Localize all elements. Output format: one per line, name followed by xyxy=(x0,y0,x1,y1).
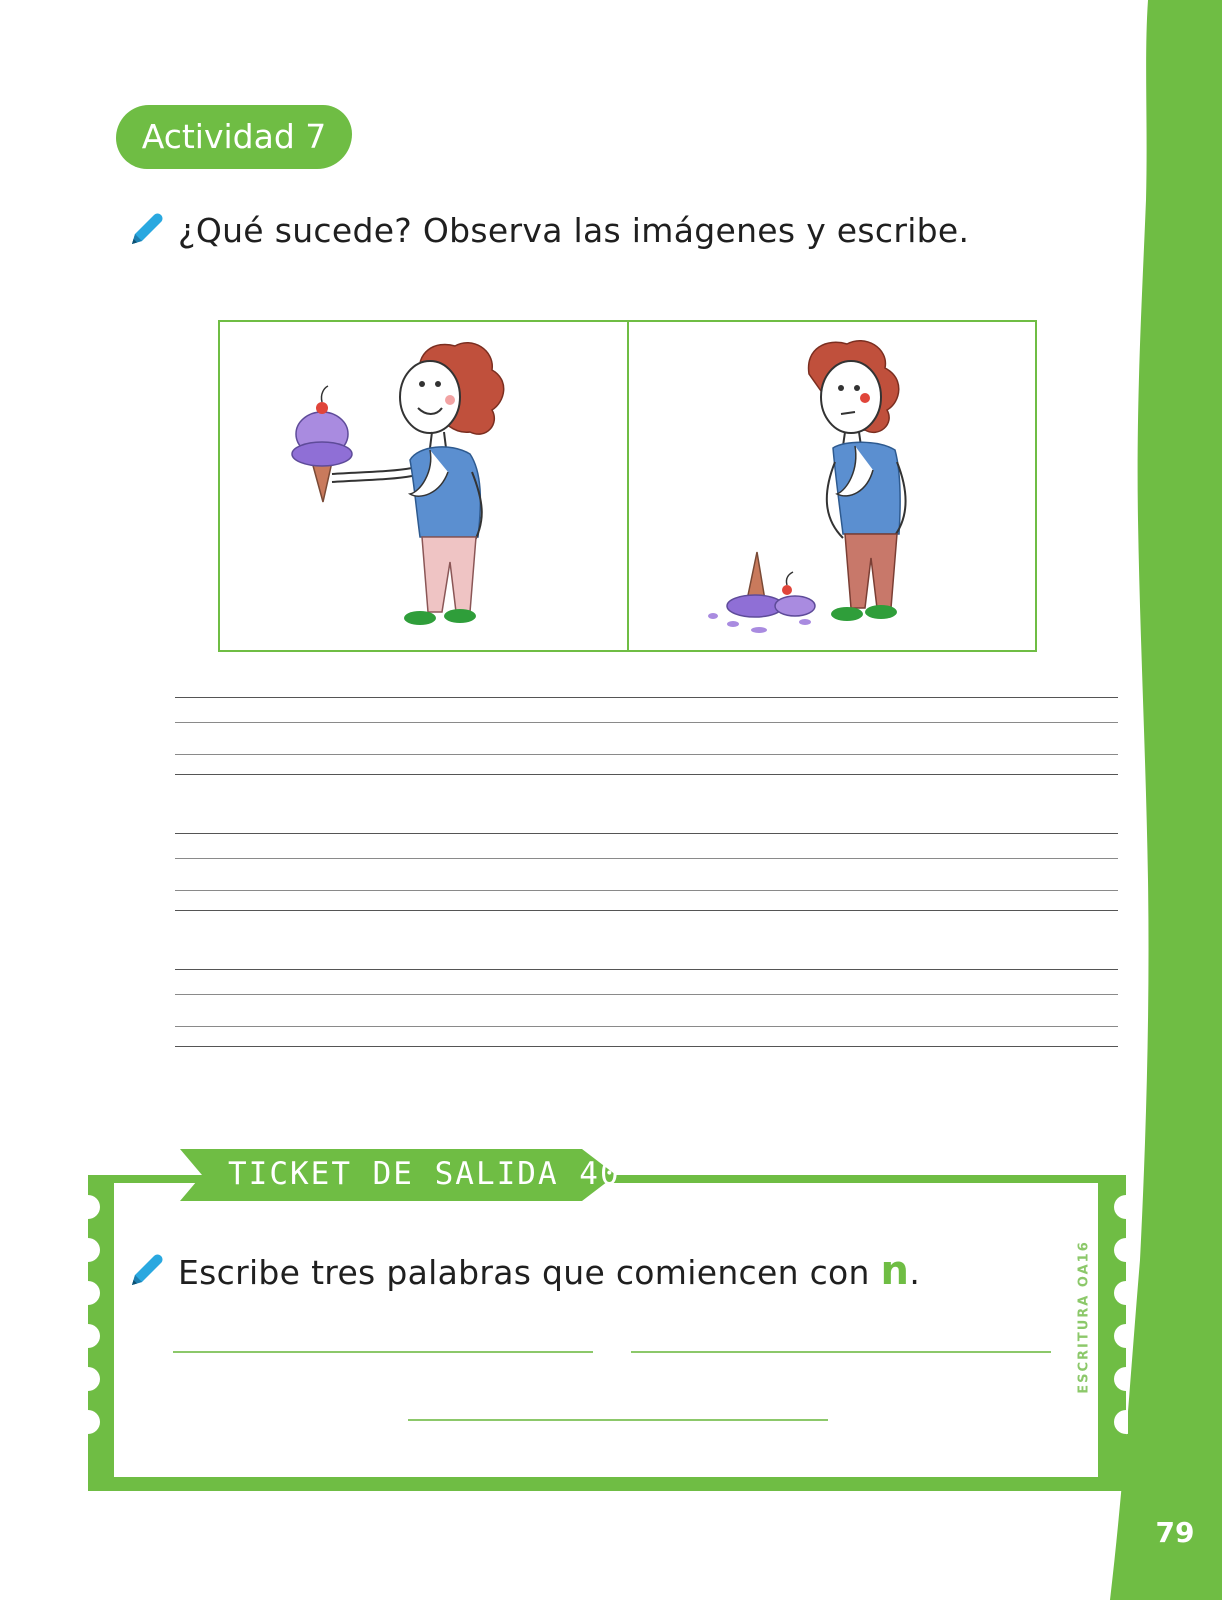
pencil-icon xyxy=(126,210,166,250)
answer-line-3[interactable] xyxy=(408,1419,828,1421)
illustration-panel-1 xyxy=(220,322,627,650)
target-letter: n xyxy=(880,1248,910,1294)
pencil-icon xyxy=(126,1251,166,1291)
writing-line-group[interactable] xyxy=(175,833,1118,969)
answer-line-1[interactable] xyxy=(173,1351,593,1353)
illustration-panels xyxy=(218,320,1037,652)
illustration-panel-2 xyxy=(627,322,1036,650)
instruction xyxy=(126,210,969,250)
girl-with-dropped-ice-cream-illustration xyxy=(629,322,1036,649)
ticket-instruction-end: . xyxy=(909,1253,921,1292)
page-number: 79 xyxy=(1155,1516,1195,1549)
writing-line-group[interactable] xyxy=(175,697,1118,833)
ticket-instruction xyxy=(126,1248,920,1294)
curriculum-tag: ESCRITURA OA16 xyxy=(1076,1240,1092,1394)
exit-ticket-frame xyxy=(88,1145,1128,1495)
writing-line-group[interactable] xyxy=(175,969,1118,1105)
ticket-instruction-lead: Escribe tres palabras que comiencen con xyxy=(178,1253,881,1292)
ticket-instruction-text xyxy=(178,1248,920,1294)
answer-line-2[interactable] xyxy=(631,1351,1051,1353)
activity-label: Actividad 7 xyxy=(116,105,352,169)
writing-lines[interactable] xyxy=(175,697,1118,1105)
exit-ticket-title: TICKET DE SALIDA 40 xyxy=(228,1156,621,1192)
girl-holding-ice-cream-illustration xyxy=(220,322,627,649)
instruction-text: ¿Qué sucede? Observa las imágenes y escribe. xyxy=(178,210,970,250)
